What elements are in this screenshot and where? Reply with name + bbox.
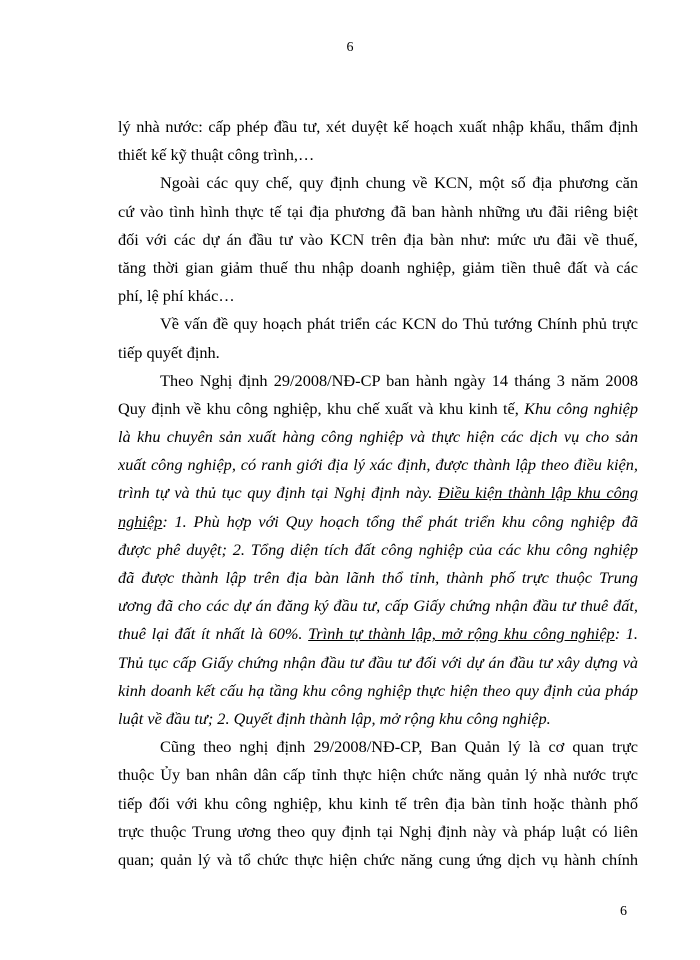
text-run: thuộc Ủy ban nhân dân cấp tỉnh thực hiện chức năng quản lý nhà nước trực — [118, 765, 638, 785]
text-run: phí, lệ phí khác… — [118, 286, 235, 306]
page-number-top: 6 — [346, 40, 354, 55]
text-line — [118, 310, 638, 338]
text-run: luật về đầu tư; 2. Quyết định thành lập, mở rộng khu công nghiệp. — [118, 708, 551, 728]
text-run: Theo Nghị định 29/2008/NĐ-CP ban hành ngày 14 tháng 3 năm 2008 — [160, 370, 638, 390]
text-line — [118, 141, 638, 169]
text-line — [118, 479, 638, 507]
text-run: Ngoài các quy chế, quy định chung về KCN, một số địa phương căn — [160, 173, 638, 193]
text-run: cứ vào tình hình thực tế tại địa phương đã ban hành những ưu đãi riêng biệt — [118, 201, 638, 221]
text-line — [118, 423, 638, 451]
text-line — [118, 761, 638, 789]
underlined-term: Trình tự thành lập, mở rộng khu công nghiệp — [308, 624, 615, 644]
text-run: : 1. Phù hợp với Quy hoạch tổng thể phát triển khu công nghiệp đã — [162, 511, 638, 531]
text-line — [118, 226, 638, 254]
text-line — [118, 395, 638, 423]
text-line — [118, 620, 638, 648]
text-run: xuất công nghiệp, có ranh giới địa lý xác định, được thành lập theo điều kiện, — [118, 455, 638, 475]
text-run: trực thuộc Trung ương theo quy định tại Nghị định này và pháp luật có liên — [118, 821, 638, 841]
text-run: Về vấn đề quy hoạch phát triển các KCN do Thủ tướng Chính phủ trực — [160, 314, 638, 334]
text-run: đối với các dự án đầu tư vào KCN trên địa bàn như: mức ưu đãi về thuế, — [118, 229, 638, 249]
text-line — [118, 254, 638, 282]
text-run: tiếp quyết định. — [118, 342, 220, 362]
text-line — [118, 339, 638, 367]
document-body — [118, 113, 638, 874]
text-run: tiếp đối với khu công nghiệp, khu kinh tế trên địa bàn tỉnh hoặc thành phố — [118, 793, 638, 813]
text-line — [118, 846, 638, 874]
text-line — [118, 705, 638, 733]
text-line — [118, 198, 638, 226]
text-line — [118, 733, 638, 761]
text-line — [118, 592, 638, 620]
text-run: Quy định về khu công nghiệp, khu chế xuất và khu kinh tế, — [118, 398, 525, 418]
text-line — [118, 169, 638, 197]
text-line — [118, 564, 638, 592]
text-line — [118, 649, 638, 677]
text-run: là khu chuyên sản xuất hàng công nghiệp và thực hiện các dịch vụ cho sản — [118, 427, 638, 447]
text-line — [118, 818, 638, 846]
text-run: trình tự và thủ tục quy định tại Nghị định này. — [118, 483, 439, 503]
text-run: đã được thành lập trên địa bàn lãnh thổ tỉnh, thành phố trực thuộc Trung — [118, 568, 638, 587]
text-line — [118, 282, 638, 310]
text-line — [118, 677, 638, 705]
text-line — [118, 113, 638, 141]
underlined-term: nghiệp — [118, 511, 163, 531]
text-run: kinh doanh kết cấu hạ tầng khu công nghiệp thực hiện theo quy định của pháp — [118, 680, 638, 700]
text-run: : 1. — [614, 624, 638, 644]
text-line — [118, 367, 638, 395]
text-run: Khu công nghiệp — [524, 398, 638, 418]
text-line — [118, 451, 638, 479]
text-run: thiết kế kỹ thuật công trình,… — [118, 145, 315, 165]
text-run: được phê duyệt; 2. Tổng diện tích đất công nghiệp của các khu công nghiệp — [118, 539, 638, 559]
text-run: quan; quản lý và tổ chức thực hiện chức năng cung ứng dịch vụ hành chính — [118, 849, 638, 869]
text-run: ương đã cho các dự án đăng ký đầu tư, cấp Giấy chứng nhận đầu tư thuê đất, — [118, 596, 638, 616]
text-line — [118, 508, 638, 536]
page-number-bottom: 6 — [620, 904, 627, 919]
underlined-term: Điều kiện thành lập khu công — [438, 483, 638, 503]
text-run: thuê lại đất ít nhất là 60%. — [118, 624, 309, 644]
text-run: Thủ tục cấp Giấy chứng nhận đầu tư đầu tư đối với dự án đầu tư xây dựng và — [118, 652, 638, 672]
text-run: Cũng theo nghị định 29/2008/NĐ-CP, Ban Quản lý là cơ quan trực — [160, 737, 638, 757]
text-run: lý nhà nước: cấp phép đầu tư, xét duyệt kế hoạch xuất nhập khẩu, thẩm định — [118, 117, 638, 136]
text-line — [118, 790, 638, 818]
text-run: tăng thời gian giảm thuế thu nhập doanh nghiệp, giảm tiền thuê đất và các — [118, 257, 638, 277]
text-line — [118, 536, 638, 564]
